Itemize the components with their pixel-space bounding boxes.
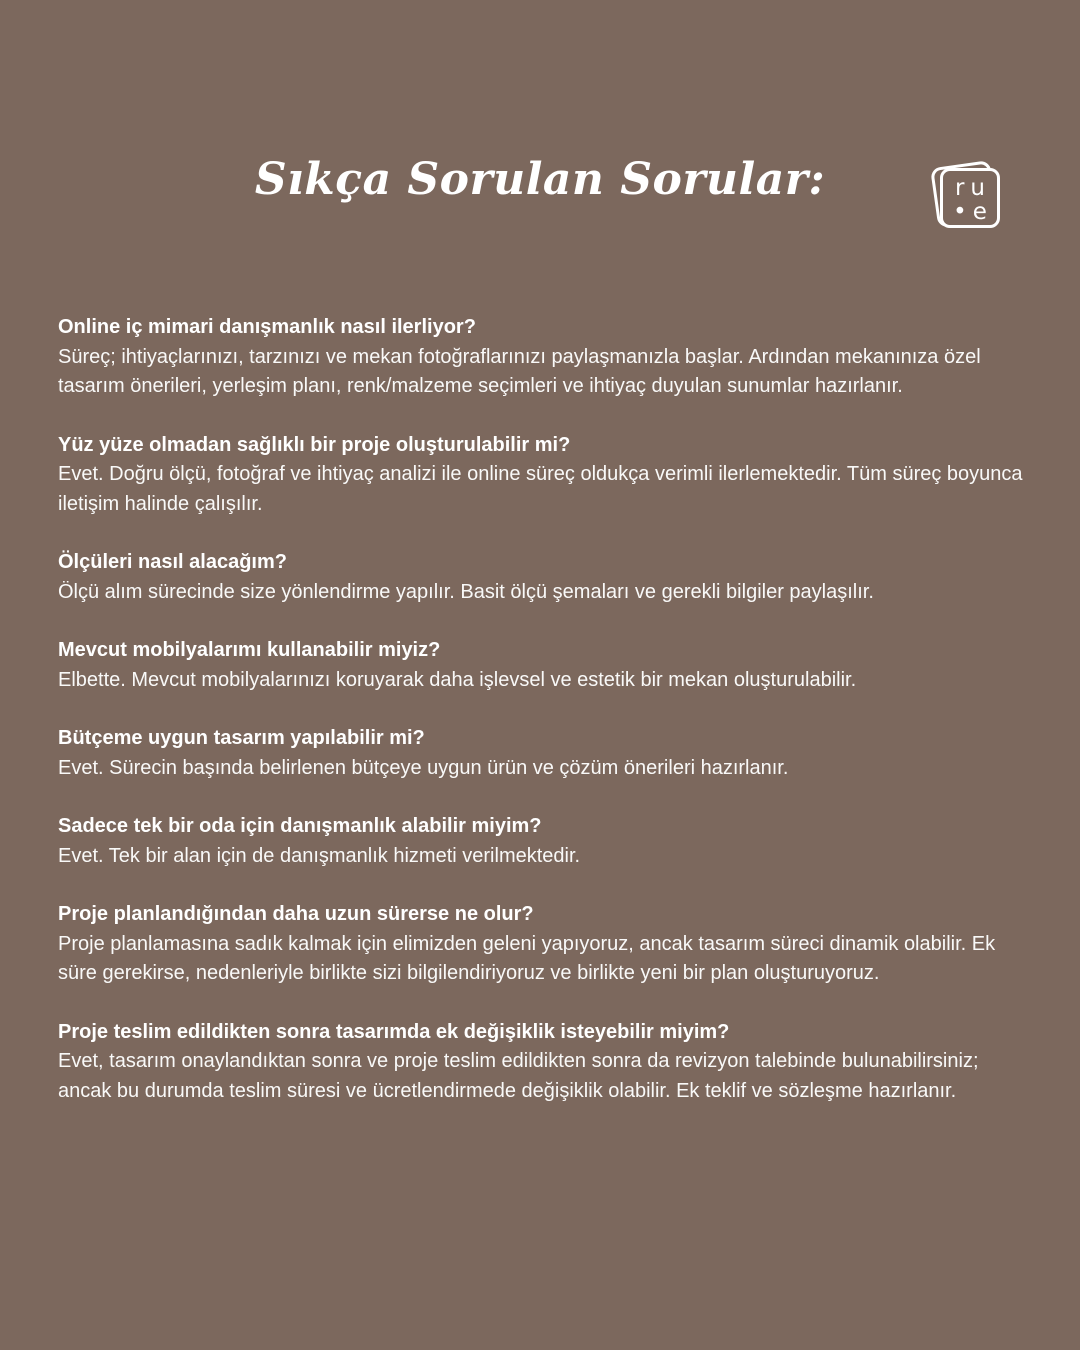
faq-answer: Proje planlamasına sadık kalmak için elimizden geleni yapıyoruz, ancak tasarım süreci dinamik olabilir. Ek süre gerekirse, nedenleriyle birlikte sizi bilgilendiriyoruz ve birlikte yeni bir plan oluşturuyoruz.	[58, 932, 996, 984]
faq-item	[58, 636, 1033, 695]
faq-question: Online iç mimari danışmanlık nasıl ilerliyor?	[58, 316, 476, 338]
faq-item	[58, 724, 1033, 783]
faq-question: Mevcut mobilyalarımı kullanabilir miyiz?	[58, 639, 441, 661]
faq-question: Bütçeme uygun tasarım yapılabilir mi?	[58, 727, 425, 749]
faq-list	[58, 313, 1033, 1135]
faq-question: Proje teslim edildikten sonra tasarımda ek değişiklik isteyebilir miyim?	[58, 1020, 730, 1043]
faq-item	[58, 900, 1033, 989]
faq-answer: Evet. Tek bir alan için de danışmanlık hizmeti verilmektedir.	[58, 844, 581, 867]
faq-answer: Elbette. Mevcut mobilyalarınızı koruyarak daha işlevsel ve estetik bir mekan oluşturulabilir.	[58, 668, 857, 691]
faq-item	[58, 548, 1033, 607]
logo-front-frame	[940, 168, 1000, 228]
faq-item	[58, 812, 1033, 871]
faq-question: Sadece tek bir oda için danışmanlık alabilir miyim?	[58, 815, 542, 837]
faq-answer: Evet. Doğru ölçü, fotoğraf ve ihtiyaç analizi ile online süreç oldukça verimli ilerlemektedir. Tüm süreç boyunca iletişim halinde çalışılır.	[58, 463, 1023, 515]
faq-answer: Evet, tasarım onaylandıktan sonra ve proje teslim edildikten sonra da revizyon talebinde bulunabilirsiniz; ancak bu durumda teslim süresi ve ücretlendirmede değişiklik olabilir. Ek teklif ve sözleşme hazırlanır.	[58, 1050, 979, 1102]
logo-text-line1: ru	[954, 175, 992, 201]
brand-logo	[930, 160, 1004, 234]
faq-question: Yüz yüze olmadan sağlıklı bir proje oluşturulabilir mi?	[58, 433, 571, 456]
logo-text-line2: •e	[953, 199, 993, 225]
faq-answer: Evet. Sürecin başında belirlenen bütçeye uygun ürün ve çözüm önerileri hazırlanır.	[58, 756, 789, 779]
page-title: Sıkça Sorulan Sorular:	[254, 154, 826, 205]
faq-question: Proje planlandığından daha uzun sürerse ne olur?	[58, 903, 534, 925]
faq-question: Ölçüleri nasıl alacağım?	[58, 551, 287, 573]
faq-answer: Ölçü alım sürecinde size yönlendirme yapılır. Basit ölçü şemaları ve gerekli bilgiler paylaşılır.	[58, 580, 874, 603]
faq-item	[58, 1018, 1033, 1107]
faq-item	[58, 313, 1033, 402]
faq-answer: Süreç; ihtiyaçlarınızı, tarzınızı ve mekan fotoğraflarınızı paylaşmanızla başlar. Ardından mekanınıza özel tasarım önerileri, yerleşim planı, renk/malzeme seçimleri ve ihtiyaç duyulan sunumlar hazırlanır.	[58, 345, 981, 397]
faq-item	[58, 431, 1033, 520]
